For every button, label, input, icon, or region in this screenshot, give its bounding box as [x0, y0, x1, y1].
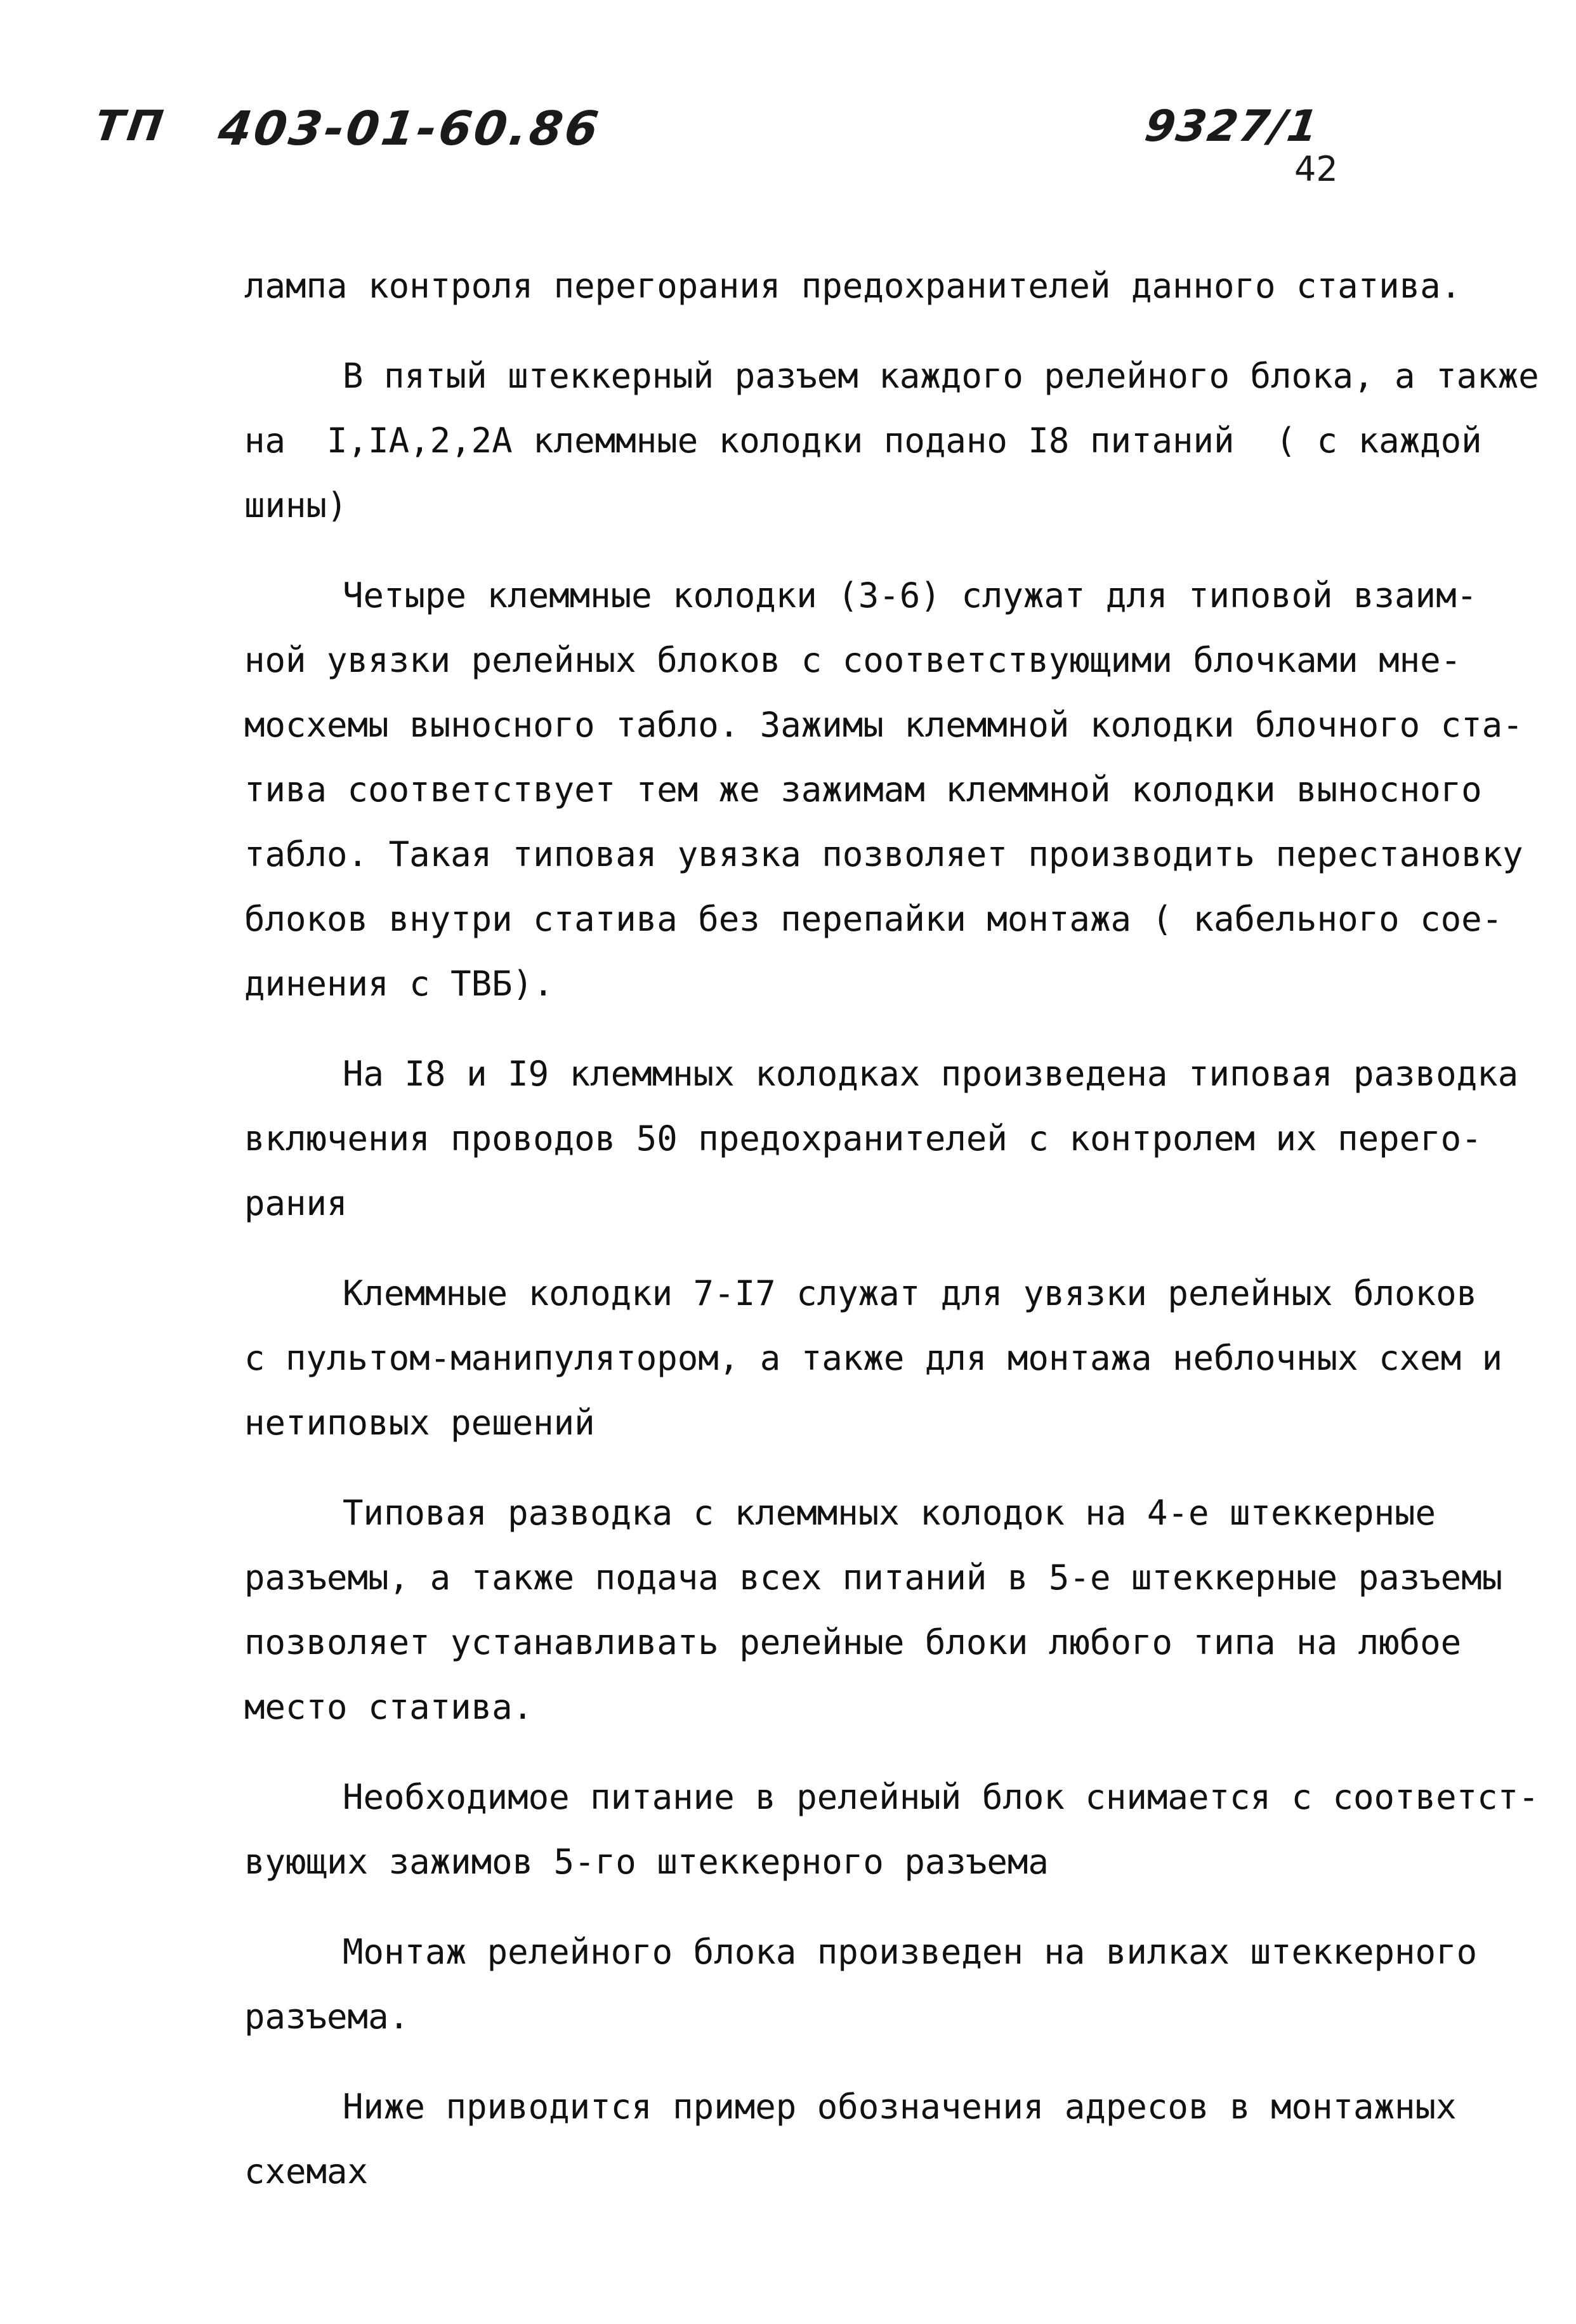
- text-line: разъема.: [244, 1997, 410, 2037]
- text-line: блоков внутри статива без перепайки монтажа ( кабельного сое-: [244, 899, 1503, 939]
- header-project-code: 403-01-60.86: [214, 102, 604, 156]
- text-line: разъемы, а также подача всех питаний в 5-е штеккерные разъемы: [244, 1558, 1503, 1598]
- text-line: мосхемы выносного табло. Зажимы клеммной колодки блочного ста-: [244, 705, 1523, 745]
- paragraph: [244, 344, 1539, 538]
- text-line: вующих зажимов 5-го штеккерного разъема: [244, 1842, 1049, 1882]
- text-line: Монтаж релейного блока произведен на вилках штеккерного: [343, 1932, 1478, 1972]
- text-line: лампа контроля перегорания предохранителей данного статива.: [244, 266, 1462, 306]
- text-line: включения проводов 50 предохранителей с контролем их перего-: [244, 1119, 1482, 1159]
- text-line: шины): [244, 485, 348, 525]
- text-line: на I,IA,2,2A клеммные колодки подано I8 питаний ( с каждой: [244, 421, 1482, 461]
- page-number: 42: [1294, 149, 1338, 189]
- text-line: В пятый штеккерный разъем каждого релейного блока, а также: [343, 356, 1539, 396]
- paragraph: [244, 1261, 1507, 1455]
- text-line: нетиповых решений: [244, 1403, 595, 1443]
- text-line: На I8 и I9 клеммных колодках произведена типовая разводка: [343, 1054, 1519, 1094]
- text-line: Клеммные колодки 7-I7 служат для увязки релейных блоков: [343, 1273, 1478, 1313]
- header-tp-label: ТП: [91, 102, 170, 150]
- paragraph: [244, 1920, 1507, 2049]
- text-line: схемах: [244, 2151, 369, 2191]
- text-line: Четыре клеммные колодки (3-6) служат для типовой взаим-: [343, 575, 1478, 615]
- text-line: место статива.: [244, 1687, 534, 1727]
- paragraph: [244, 1765, 1539, 1894]
- paragraph: [244, 1042, 1519, 1236]
- text-line: ной увязки релейных блоков с соответствующими блочками мне-: [244, 640, 1462, 680]
- paragraph: [244, 254, 1507, 318]
- paragraph: [244, 1481, 1507, 1740]
- text-line: Необходимое питание в релейный блок снимается с соответст-: [343, 1777, 1539, 1817]
- body-text: [244, 254, 1539, 2229]
- paragraph: [244, 563, 1523, 1016]
- text-line: динения с ТВБ).: [244, 964, 554, 1004]
- text-line: Ниже приводится пример обозначения адресов в монтажных: [343, 2087, 1457, 2127]
- text-line: Типовая разводка с клеммных колодок на 4-е штеккерные: [343, 1493, 1436, 1533]
- header-document-number: 9327/1: [1141, 102, 1322, 152]
- text-line: тива соответствует тем же зажимам клеммной колодки выносного: [244, 770, 1482, 810]
- text-line: рания: [244, 1183, 348, 1223]
- text-line: табло. Такая типовая увязка позволяет производить перестановку: [244, 834, 1523, 874]
- text-line: позволяет устанавливать релейные блоки любого типа на любое: [244, 1622, 1462, 1662]
- paragraph: [244, 2075, 1507, 2204]
- text-line: с пультом-манипулятором, а также для монтажа неблочных схем и: [244, 1338, 1503, 1378]
